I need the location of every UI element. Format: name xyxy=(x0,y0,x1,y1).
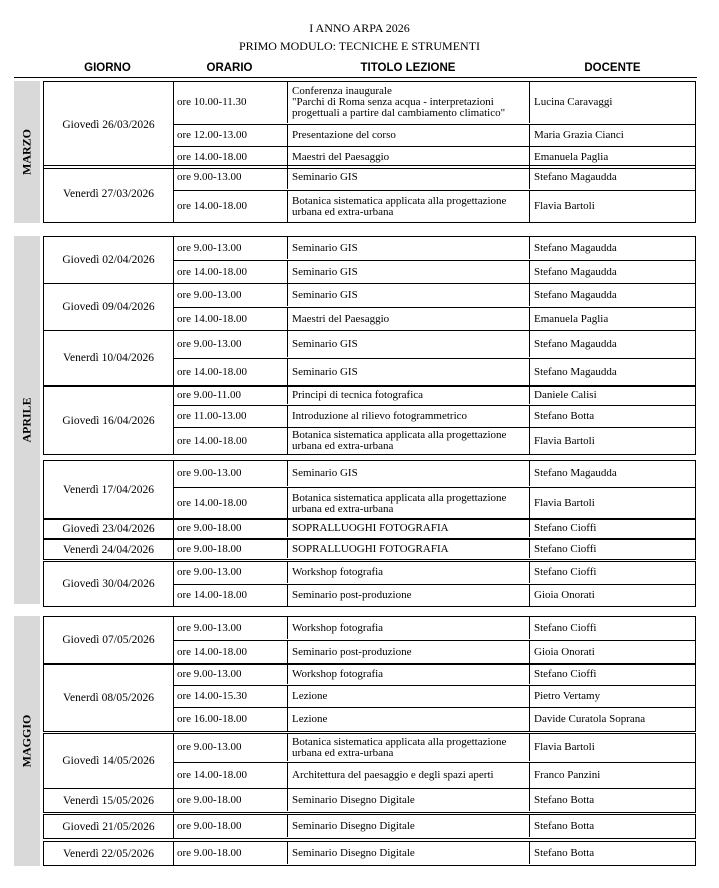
lesson-title-cell: Introduzione al rilievo fotogrammetrico xyxy=(288,406,530,427)
time-cell: ore 9.00-18.00 xyxy=(173,519,288,537)
lesson-row xyxy=(173,734,695,761)
lesson-row xyxy=(173,82,695,123)
time-cell: ore 14.00-15.30 xyxy=(173,686,288,707)
lesson-title-cell: SOPRALLUOGHI FOTOGRAFIA xyxy=(288,540,530,558)
time-cell: ore 9.00-13.00 xyxy=(173,166,288,189)
teacher-cell: Stefano Cioffi xyxy=(534,668,597,680)
teacher-cell: Flavia Bartoli xyxy=(534,497,595,509)
lesson-title-cell: Seminario GIS xyxy=(288,166,530,189)
month-label: MAGGIO xyxy=(19,714,34,768)
date-cell: Giovedì 16/04/2026 xyxy=(44,387,174,454)
day-group xyxy=(43,814,696,839)
teacher-cell: Flavia Bartoli xyxy=(534,741,595,753)
teacher-cell: Franco Panzini xyxy=(534,769,601,781)
day-group xyxy=(43,561,696,607)
month-band xyxy=(14,81,40,223)
lesson-row xyxy=(173,815,695,837)
day-group xyxy=(43,236,696,284)
teacher-cell: Stefano Botta xyxy=(534,819,595,832)
date-cell: Venerdì 24/04/2026 xyxy=(44,540,174,559)
lesson-title-cell: Lezione xyxy=(288,708,530,731)
day-group xyxy=(43,386,696,455)
month-label: MARZO xyxy=(19,129,34,175)
lesson-row xyxy=(173,190,695,222)
teacher-cell: Stefano Cioffi xyxy=(534,621,597,634)
lesson-title-cell: SOPRALLUOGHI FOTOGRAFIA xyxy=(288,519,530,537)
teacher-cell: Stefano Magaudda xyxy=(534,171,617,183)
teacher-cell: Pietro Vertamy xyxy=(534,690,601,702)
column-header-docente: DOCENTE xyxy=(584,62,641,74)
lesson-row xyxy=(173,358,695,385)
teacher-cell: Stefano Botta xyxy=(534,793,595,806)
lesson-row xyxy=(173,461,695,486)
month-label: APRILE xyxy=(19,397,34,443)
time-cell: ore 14.00-18.00 xyxy=(173,261,288,283)
lesson-row xyxy=(173,487,695,519)
time-cell: ore 9.00-18.00 xyxy=(173,540,288,558)
teacher-cell: Stefano Cioffi xyxy=(534,566,597,578)
module-title: PRIMO MODULO: TECNICHE E STRUMENTI xyxy=(238,39,481,53)
lesson-title-cell: Maestri del Paesaggio xyxy=(288,308,530,330)
lesson-row xyxy=(173,166,695,189)
lesson-title-cell: Seminario GIS xyxy=(288,237,530,259)
teacher-cell: Emanuela Paglia xyxy=(534,151,609,163)
lesson-row xyxy=(173,562,695,583)
teacher-cell: Stefano Botta xyxy=(534,846,595,859)
date-cell: Giovedì 26/03/2026 xyxy=(44,82,174,168)
teacher-cell: Stefano Magaudda xyxy=(534,265,617,278)
time-cell: ore 9.00-13.00 xyxy=(173,665,288,684)
date-cell: Giovedì 30/04/2026 xyxy=(44,562,174,606)
day-group xyxy=(43,518,696,539)
time-cell: ore 14.00-18.00 xyxy=(173,308,288,330)
teacher-cell: Flavia Bartoli xyxy=(534,200,595,212)
lesson-title-cell: Presentazione del corso xyxy=(288,125,530,146)
column-header-giorno: GIORNO xyxy=(84,62,131,74)
lesson-title-cell: Seminario GIS xyxy=(288,461,530,486)
time-cell: ore 14.00-18.00 xyxy=(173,428,288,454)
lesson-title-cell: Seminario GIS xyxy=(288,261,530,283)
column-header-titolo: TITOLO LEZIONE xyxy=(360,62,456,74)
time-cell: ore 9.00-11.00 xyxy=(173,387,288,404)
time-cell: ore 9.00-13.00 xyxy=(173,284,288,306)
time-cell: ore 9.00-18.00 xyxy=(173,815,288,837)
time-cell: ore 14.00-18.00 xyxy=(173,641,288,663)
lesson-row xyxy=(173,685,695,707)
lesson-title-cell: Botanica sistematica applicata alla progettazione urbana ed extra-urbana xyxy=(288,488,530,519)
teacher-cell: Lucina Caravaggi xyxy=(534,96,613,108)
day-group xyxy=(43,664,696,732)
teacher-cell: Daniele Calisi xyxy=(534,389,597,401)
time-cell: ore 9.00-18.00 xyxy=(173,842,288,864)
date-cell: Venerdì 17/04/2026 xyxy=(44,461,174,519)
header-rule xyxy=(14,77,697,78)
day-group xyxy=(43,81,696,169)
day-group xyxy=(43,165,696,223)
lesson-row xyxy=(173,307,695,330)
lesson-title-cell: Workshop fotografia xyxy=(288,562,530,583)
lesson-row xyxy=(173,707,695,731)
lesson-title-cell: Seminario GIS xyxy=(288,359,530,385)
lesson-title-cell: Architettura del paesaggio e degli spazi aperti xyxy=(288,763,530,788)
teacher-cell: Davide Curatola Soprana xyxy=(534,713,646,725)
date-cell: Giovedì 21/05/2026 xyxy=(44,815,174,838)
lesson-row xyxy=(173,405,695,427)
time-cell: ore 14.00-18.00 xyxy=(173,763,288,788)
time-cell: ore 9.00-13.00 xyxy=(173,461,288,486)
month-band xyxy=(14,236,40,604)
teacher-cell: Stefano Botta xyxy=(534,410,595,422)
lesson-row xyxy=(173,519,695,537)
lesson-title-cell: Workshop fotografia xyxy=(288,665,530,684)
time-cell: ore 14.00-18.00 xyxy=(173,147,288,168)
day-group xyxy=(43,616,696,664)
day-group xyxy=(43,283,696,331)
teacher-cell: Emanuela Paglia xyxy=(534,312,609,325)
day-group xyxy=(43,539,696,560)
time-cell: ore 16.00-18.00 xyxy=(173,708,288,731)
teacher-cell: Stefano Magaudda xyxy=(534,337,617,350)
time-cell: ore 9.00-13.00 xyxy=(173,617,288,639)
date-cell: Giovedì 14/05/2026 xyxy=(44,734,174,788)
time-cell: ore 14.00-18.00 xyxy=(173,488,288,519)
lesson-title-cell: Conferenza inaugurale "Parchi di Roma senza acqua - interpretazioni progettuali a partire dal cambiamento climatico" xyxy=(288,82,530,123)
lesson-title-cell: Principi di tecnica fotografica xyxy=(288,387,530,404)
lesson-title-cell: Seminario Disegno Digitale xyxy=(288,815,530,837)
day-group xyxy=(43,460,696,520)
column-header-orario: ORARIO xyxy=(206,62,253,74)
time-cell: ore 11.00-13.00 xyxy=(173,406,288,427)
lesson-row xyxy=(173,584,695,606)
date-cell: Venerdì 27/03/2026 xyxy=(44,166,174,222)
day-group xyxy=(43,330,696,386)
teacher-cell: Stefano Cioffi xyxy=(534,521,597,534)
lesson-title-cell: Seminario GIS xyxy=(288,331,530,357)
time-cell: ore 9.00-13.00 xyxy=(173,562,288,583)
date-cell: Venerdì 10/04/2026 xyxy=(44,331,174,385)
lesson-row xyxy=(173,842,695,864)
lesson-title-cell: Botanica sistematica applicata alla progettazione urbana ed extra-urbana xyxy=(288,428,530,454)
document-title: I ANNO ARPA 2026 xyxy=(309,21,410,35)
time-cell: ore 14.00-18.00 xyxy=(173,359,288,385)
date-cell: Venerdì 08/05/2026 xyxy=(44,665,174,731)
lesson-title-cell: Seminario post-produzione xyxy=(288,585,530,606)
day-group xyxy=(43,788,696,813)
lesson-row xyxy=(173,331,695,357)
lesson-row xyxy=(173,789,695,811)
time-cell: ore 14.00-18.00 xyxy=(173,191,288,222)
lesson-title-cell: Workshop fotografia xyxy=(288,617,530,639)
lesson-title-cell: Seminario Disegno Digitale xyxy=(288,842,530,864)
date-cell: Giovedì 23/04/2026 xyxy=(44,519,174,538)
lesson-title-cell: Botanica sistematica applicata alla progettazione urbana ed extra-urbana xyxy=(288,734,530,761)
lesson-title-cell: Maestri del Paesaggio xyxy=(288,147,530,168)
lesson-row xyxy=(173,617,695,639)
day-group xyxy=(43,733,696,789)
lesson-title-cell: Seminario Disegno Digitale xyxy=(288,789,530,811)
lesson-row xyxy=(173,427,695,454)
time-cell: ore 12.00-13.00 xyxy=(173,125,288,146)
date-cell: Giovedì 02/04/2026 xyxy=(44,237,174,283)
teacher-cell: Stefano Magaudda xyxy=(534,288,617,301)
teacher-cell: Stefano Cioffi xyxy=(534,542,597,555)
lesson-title-cell: Seminario post-produzione xyxy=(288,641,530,663)
date-cell: Venerdì 15/05/2026 xyxy=(44,789,174,812)
lesson-title-cell: Botanica sistematica applicata alla progettazione urbana ed extra-urbana xyxy=(288,191,530,222)
lesson-row xyxy=(173,237,695,259)
teacher-cell: Gioia Onorati xyxy=(534,589,595,601)
lesson-row xyxy=(173,762,695,788)
teacher-cell: Stefano Magaudda xyxy=(534,365,617,378)
lesson-row xyxy=(173,124,695,146)
lesson-row xyxy=(173,260,695,283)
date-cell: Venerdì 22/05/2026 xyxy=(44,842,174,865)
teacher-cell: Stefano Magaudda xyxy=(534,467,617,479)
lesson-row xyxy=(173,665,695,684)
lesson-row xyxy=(173,540,695,558)
lesson-title-cell: Lezione xyxy=(288,686,530,707)
day-group xyxy=(43,841,696,866)
time-cell: ore 10.00-11.30 xyxy=(173,82,288,123)
time-cell: ore 9.00-18.00 xyxy=(173,789,288,811)
lesson-row xyxy=(173,640,695,663)
teacher-cell: Flavia Bartoli xyxy=(534,434,595,447)
teacher-cell: Maria Grazia Cianci xyxy=(534,129,624,141)
teacher-cell: Stefano Magaudda xyxy=(534,241,617,254)
date-cell: Giovedì 07/05/2026 xyxy=(44,617,174,663)
lesson-row xyxy=(173,387,695,404)
teacher-cell: Gioia Onorati xyxy=(534,645,595,658)
time-cell: ore 14.00-18.00 xyxy=(173,585,288,606)
lesson-row xyxy=(173,284,695,306)
lesson-title-cell: Seminario GIS xyxy=(288,284,530,306)
time-cell: ore 9.00-13.00 xyxy=(173,237,288,259)
time-cell: ore 9.00-13.00 xyxy=(173,331,288,357)
month-band xyxy=(14,616,40,866)
date-cell: Giovedì 09/04/2026 xyxy=(44,284,174,330)
time-cell: ore 9.00-13.00 xyxy=(173,734,288,761)
